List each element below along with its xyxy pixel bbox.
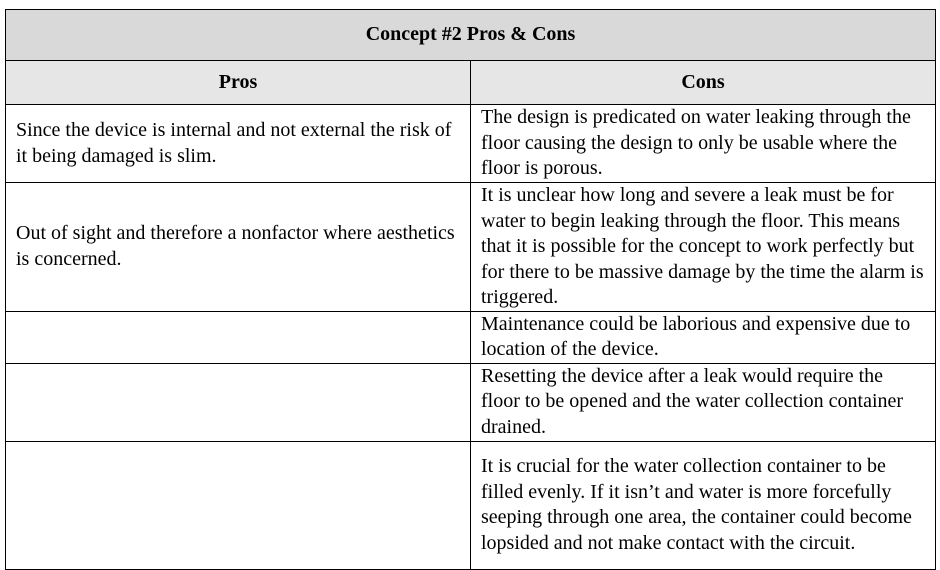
pro-cell — [6, 311, 471, 363]
pro-cell: Since the device is internal and not external the risk of it being damaged is slim. — [6, 105, 471, 183]
table-row — [6, 311, 936, 363]
table-row — [6, 441, 936, 569]
table-title: Concept #2 Pros & Cons — [6, 10, 936, 61]
con-cell: It is crucial for the water collection container to be filled evenly. If it isn’t and water is more forcefully seeping through one area, the container could become lopsided and not make contact with the circuit. — [471, 441, 936, 569]
cons-column-header: Cons — [471, 61, 936, 105]
con-cell: The design is predicated on water leaking through the floor causing the design to only be usable where the floor is porous. — [471, 105, 936, 183]
con-cell: It is unclear how long and severe a leak must be for water to begin leaking through the floor. This means that it is possible for the concept to work perfectly but for there to be massive damage by the time the alarm is triggered. — [471, 183, 936, 312]
table-row — [6, 363, 936, 441]
pro-cell — [6, 441, 471, 569]
pros-column-header: Pros — [6, 61, 471, 105]
con-cell: Maintenance could be laborious and expensive due to location of the device. — [471, 311, 936, 363]
pro-cell — [6, 363, 471, 441]
pro-cell: Out of sight and therefore a nonfactor where aesthetics is concerned. — [6, 183, 471, 312]
table-row — [6, 183, 936, 312]
pros-cons-table — [5, 9, 936, 570]
con-cell: Resetting the device after a leak would require the floor to be opened and the water collection container drained. — [471, 363, 936, 441]
table-row — [6, 105, 936, 183]
